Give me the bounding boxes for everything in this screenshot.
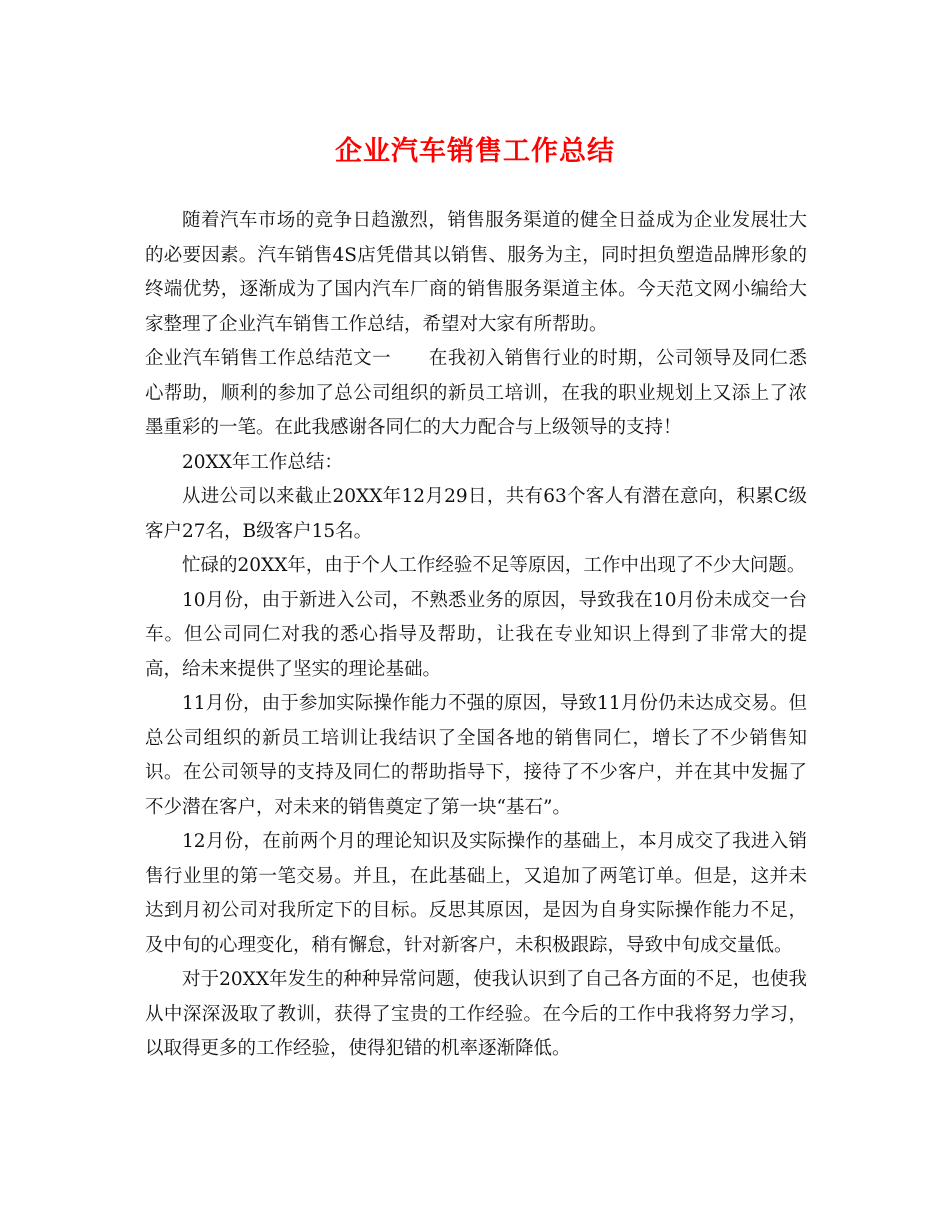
document-title: 企业汽车销售工作总结 xyxy=(335,136,615,167)
document-body xyxy=(145,204,807,1067)
paragraph-heading-summary: 20XX年工作总结： xyxy=(182,451,343,473)
paragraph-sample-one: 企业汽车销售工作总结范文一 在我初入销售行业的时期，公司领导及同仁悉心帮助，顺利的参加了总公司组织的新员工培训，在我的职业规划上又添上了浓墨重彩的一笔。在此我感谢各同仁的大力配合与上级领导的支持！ xyxy=(145,348,807,438)
paragraph-reflection: 对于20XX年发生的种种异常问题，使我认识到了自己各方面的不足，也使我从中深深汲取了教训，获得了宝贵的工作经验。在今后的工作中我将努力学习，以取得更多的工作经验，使得犯错的机率逐渐降低。 xyxy=(145,969,807,1059)
paragraph-customers: 从进公司以来截止20XX年12月29日，共有63个客人有潜在意向，积累C级客户27名，B级客户15名。 xyxy=(145,486,807,542)
paragraph-intro: 随着汽车市场的竞争日趋激烈，销售服务渠道的健全日益成为企业发展壮大的必要因素。汽车销售4S店凭借其以销售、服务为主，同时担负塑造品牌形象的终端优势，逐渐成为了国内汽车厂商的销售服务渠道主体。今天范文网小编给大家整理了企业汽车销售工作总结，希望对大家有所帮助。 xyxy=(145,210,807,335)
paragraph-busy-year: 忙碌的20XX年，由于个人工作经验不足等原因，工作中出现了不少大问题。 xyxy=(182,555,806,576)
paragraph-december: 12月份，在前两个月的理论知识及实际操作的基础上，本月成交了我进入销售行业里的第一笔交易。并且，在此基础上，又追加了两笔订单。但是，这并未达到月初公司对我所定下的目标。反思其原因，是因为自身实际操作能力不足，及中旬的心理变化，稍有懈怠，针对新客户，未积极跟踪，导致中旬成交量低。 xyxy=(145,831,807,956)
paragraph-november: 11月份，由于参加实际操作能力不强的原因，导致11月份仍未达成交易。但总公司组织的新员工培训让我结识了全国各地的销售同仁，增长了不少销售知识。在公司领导的支持及同仁的帮助指导下，接待了不少客户，并在其中发掘了不少潜在客户，对未来的销售奠定了第一块“基石”。 xyxy=(145,693,807,818)
paragraph-october: 10月份，由于新进入公司，不熟悉业务的原因，导致我在10月份未成交一台车。但公司同仁对我的悉心指导及帮助，让我在专业知识上得到了非常大的提高，给未来提供了坚实的理论基础。 xyxy=(145,589,807,680)
